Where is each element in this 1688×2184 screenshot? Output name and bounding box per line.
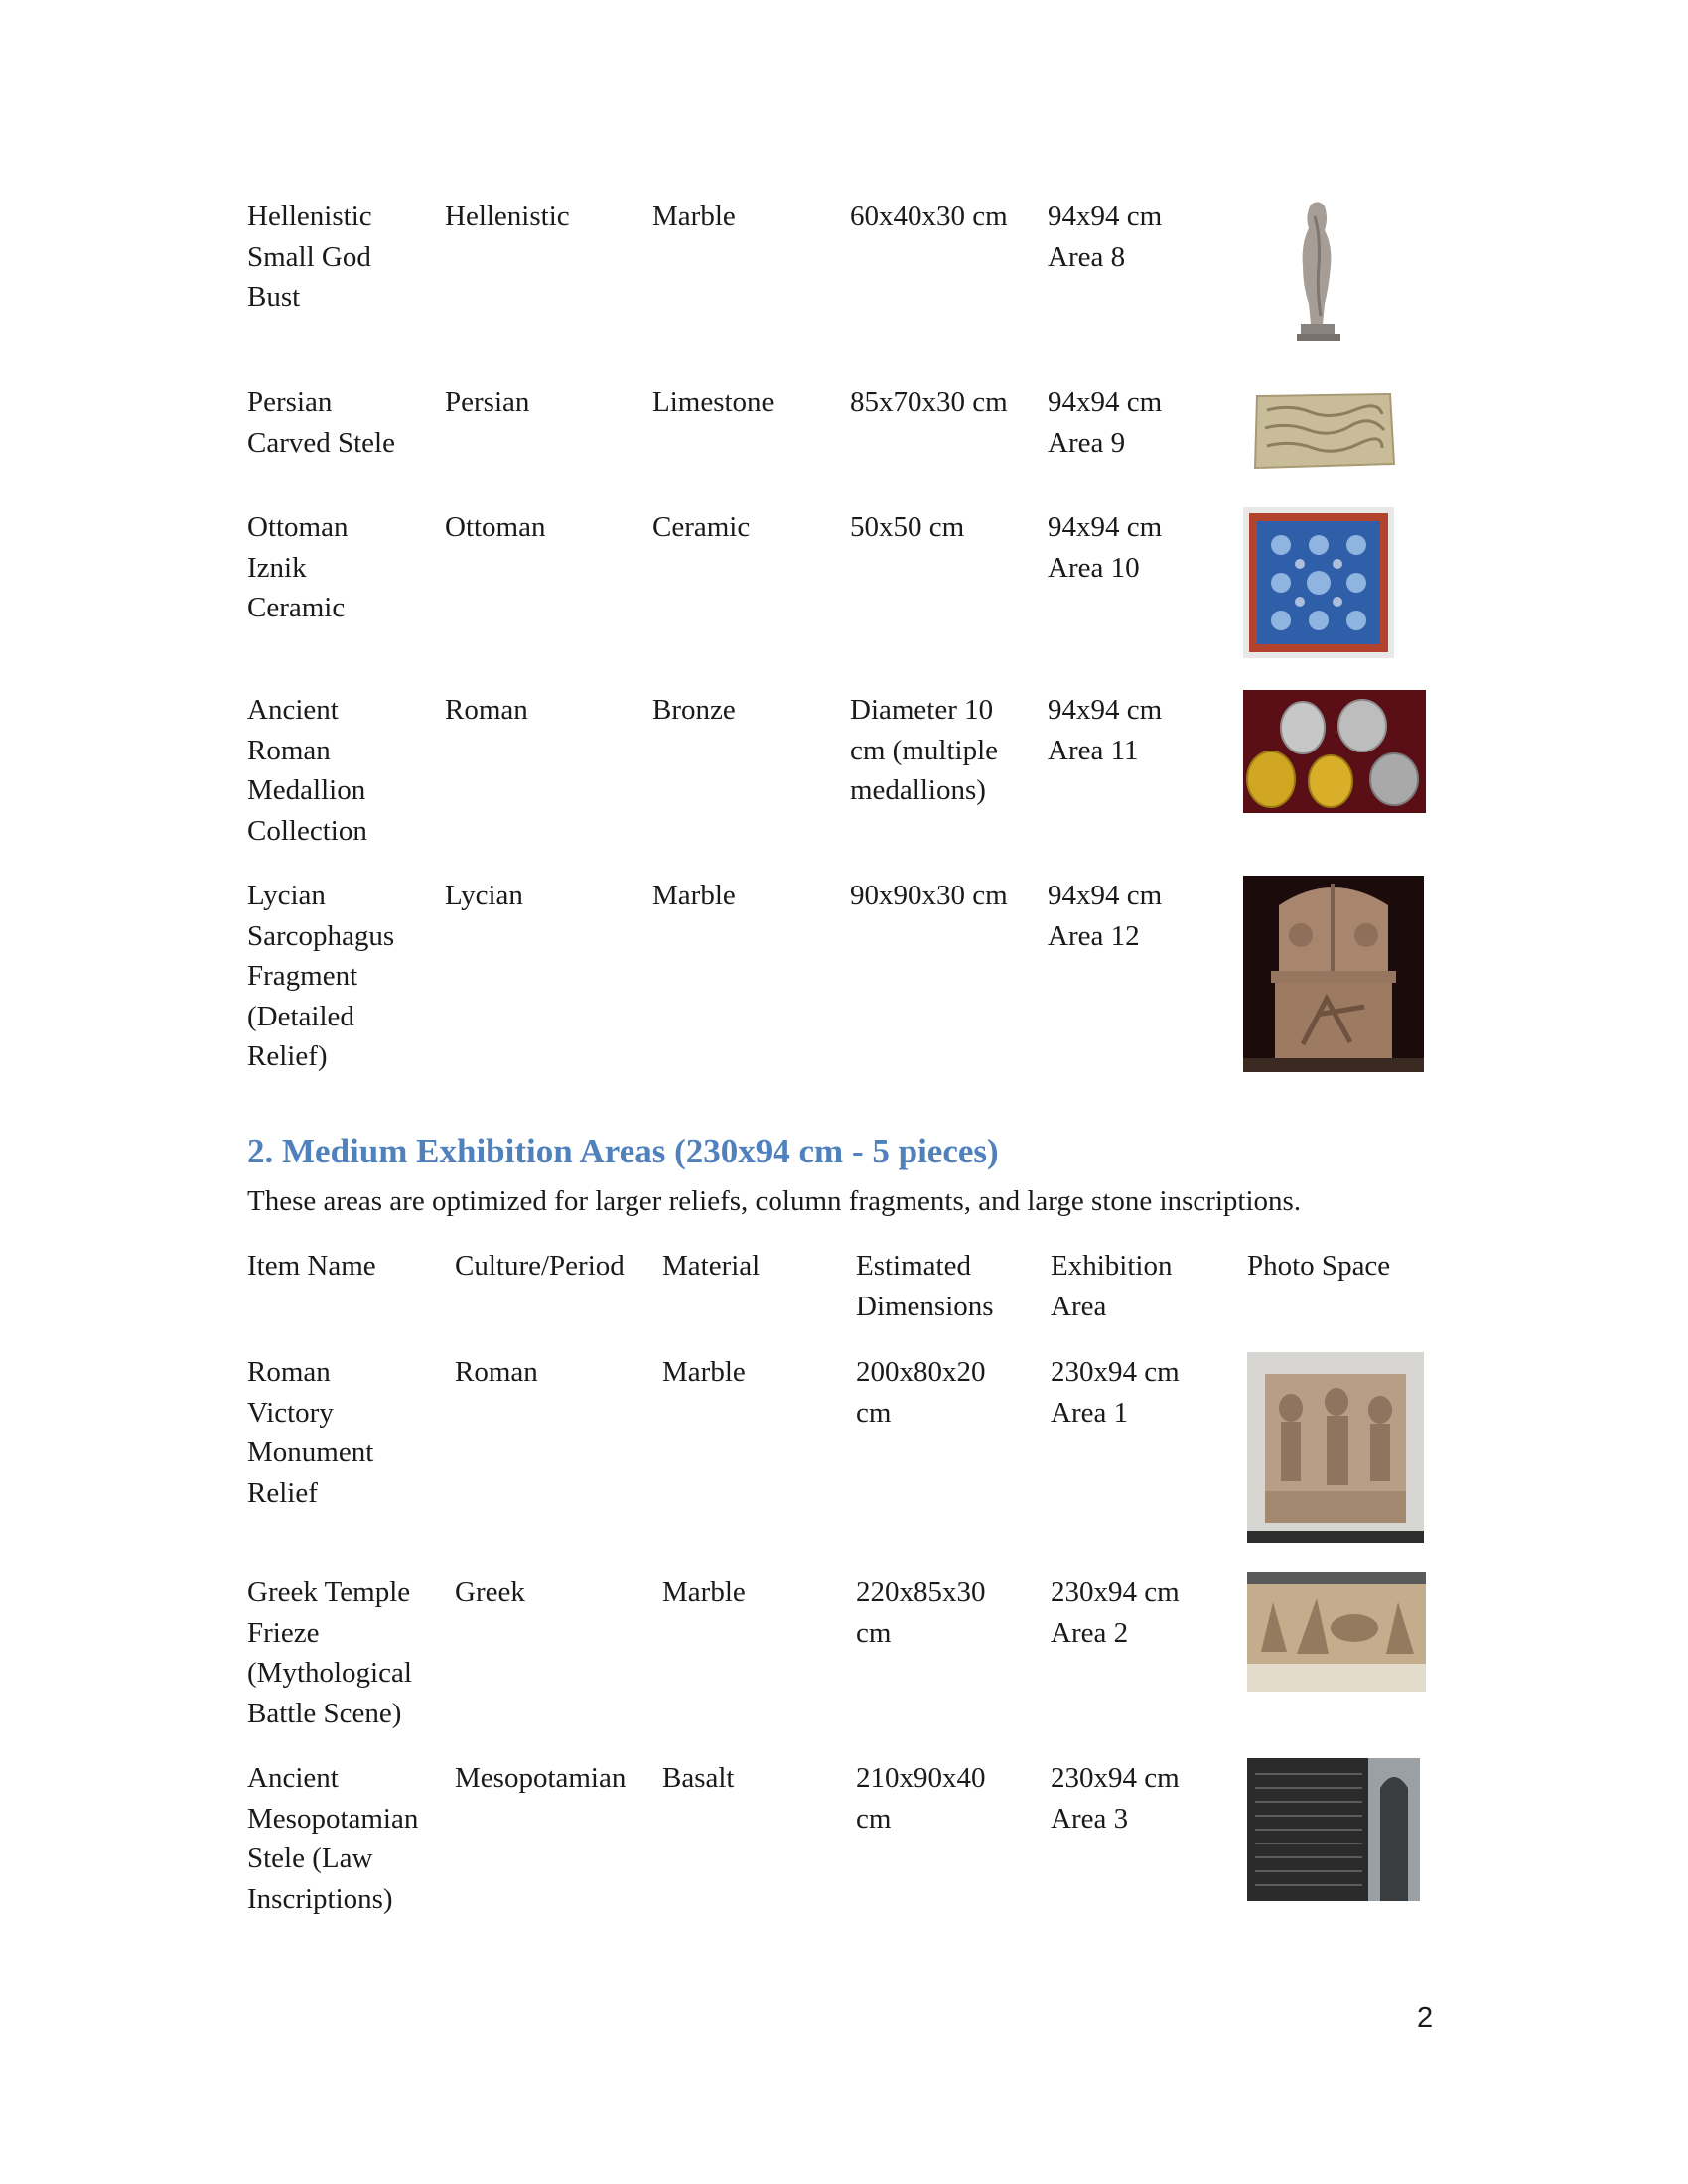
material: Basalt xyxy=(662,1762,735,1794)
iznik-tile-photo xyxy=(1243,507,1394,658)
material: Bronze xyxy=(652,694,736,726)
exhibition-area: 230x94 cm Area 3 xyxy=(1051,1762,1180,1835)
item-name: Ancient Mesopotamian Stele (Law Inscriptions) xyxy=(247,1762,419,1915)
column-header-photo: Photo Space xyxy=(1247,1250,1391,1282)
temple-frieze-photo xyxy=(1247,1572,1426,1692)
exhibition-area: 230x94 cm Area 2 xyxy=(1051,1576,1180,1649)
column-header-item-name: Item Name xyxy=(247,1250,376,1282)
dimensions: 50x50 cm xyxy=(850,511,965,543)
item-name: Greek Temple Frieze (Mythological Battle Scene) xyxy=(247,1576,412,1729)
column-header-culture: Culture/Period xyxy=(455,1250,625,1282)
material: Marble xyxy=(652,880,736,911)
culture-period: Ottoman xyxy=(445,511,546,543)
column-header-material: Material xyxy=(662,1250,761,1282)
column-header-dimensions: Estimated Dimensions xyxy=(856,1250,994,1322)
exhibition-area: 94x94 cm Area 11 xyxy=(1048,694,1163,766)
culture-period: Mesopotamian xyxy=(455,1762,627,1794)
culture-period: Hellenistic xyxy=(445,201,570,232)
section-intro: These areas are optimized for larger reliefs, column fragments, and large stone inscriptions. xyxy=(247,1185,1302,1217)
material: Marble xyxy=(652,201,736,232)
exhibition-area: 94x94 cm Area 12 xyxy=(1048,880,1163,952)
exhibition-area: 94x94 cm Area 8 xyxy=(1048,201,1163,273)
dimensions: 210x90x40 cm xyxy=(856,1762,986,1835)
item-name: Persian Carved Stele xyxy=(247,386,395,459)
dimensions: Diameter 10 cm (multiple medallions) xyxy=(850,694,998,806)
dimensions: 60x40x30 cm xyxy=(850,201,1008,232)
material: Marble xyxy=(662,1356,746,1388)
law-stele-photo xyxy=(1247,1758,1420,1901)
column-header-area: Exhibition Area xyxy=(1051,1250,1173,1322)
material: Marble xyxy=(662,1576,746,1608)
material: Ceramic xyxy=(652,511,751,543)
statue-torso-photo xyxy=(1281,197,1350,345)
item-name: Ancient Roman Medallion Collection xyxy=(247,694,367,847)
medallions-photo xyxy=(1243,690,1426,813)
culture-period: Lycian xyxy=(445,880,523,911)
section-heading: 2. Medium Exhibition Areas (230x94 cm - 5 pieces) xyxy=(247,1132,999,1170)
dimensions: 85x70x30 cm xyxy=(850,386,1008,418)
dimensions: 200x80x20 cm xyxy=(856,1356,986,1429)
culture-period: Roman xyxy=(455,1356,538,1388)
carved-stele-photo xyxy=(1251,390,1396,472)
exhibition-area: 94x94 cm Area 9 xyxy=(1048,386,1163,459)
victory-relief-photo xyxy=(1247,1352,1424,1543)
item-name: Ottoman Iznik Ceramic xyxy=(247,511,349,623)
exhibition-area: 230x94 cm Area 1 xyxy=(1051,1356,1180,1429)
page-number: 2 xyxy=(1417,2002,1434,2034)
material: Limestone xyxy=(652,386,774,418)
culture-period: Roman xyxy=(445,694,528,726)
item-name: Hellenistic Small God Bust xyxy=(247,201,372,313)
sarcophagus-photo xyxy=(1243,876,1424,1072)
culture-period: Persian xyxy=(445,386,530,418)
item-name: Lycian Sarcophagus Fragment (Detailed Relief) xyxy=(247,880,395,1072)
dimensions: 220x85x30 cm xyxy=(856,1576,986,1649)
dimensions: 90x90x30 cm xyxy=(850,880,1008,911)
culture-period: Greek xyxy=(455,1576,525,1608)
item-name: Roman Victory Monument Relief xyxy=(247,1356,374,1509)
exhibition-area: 94x94 cm Area 10 xyxy=(1048,511,1163,584)
